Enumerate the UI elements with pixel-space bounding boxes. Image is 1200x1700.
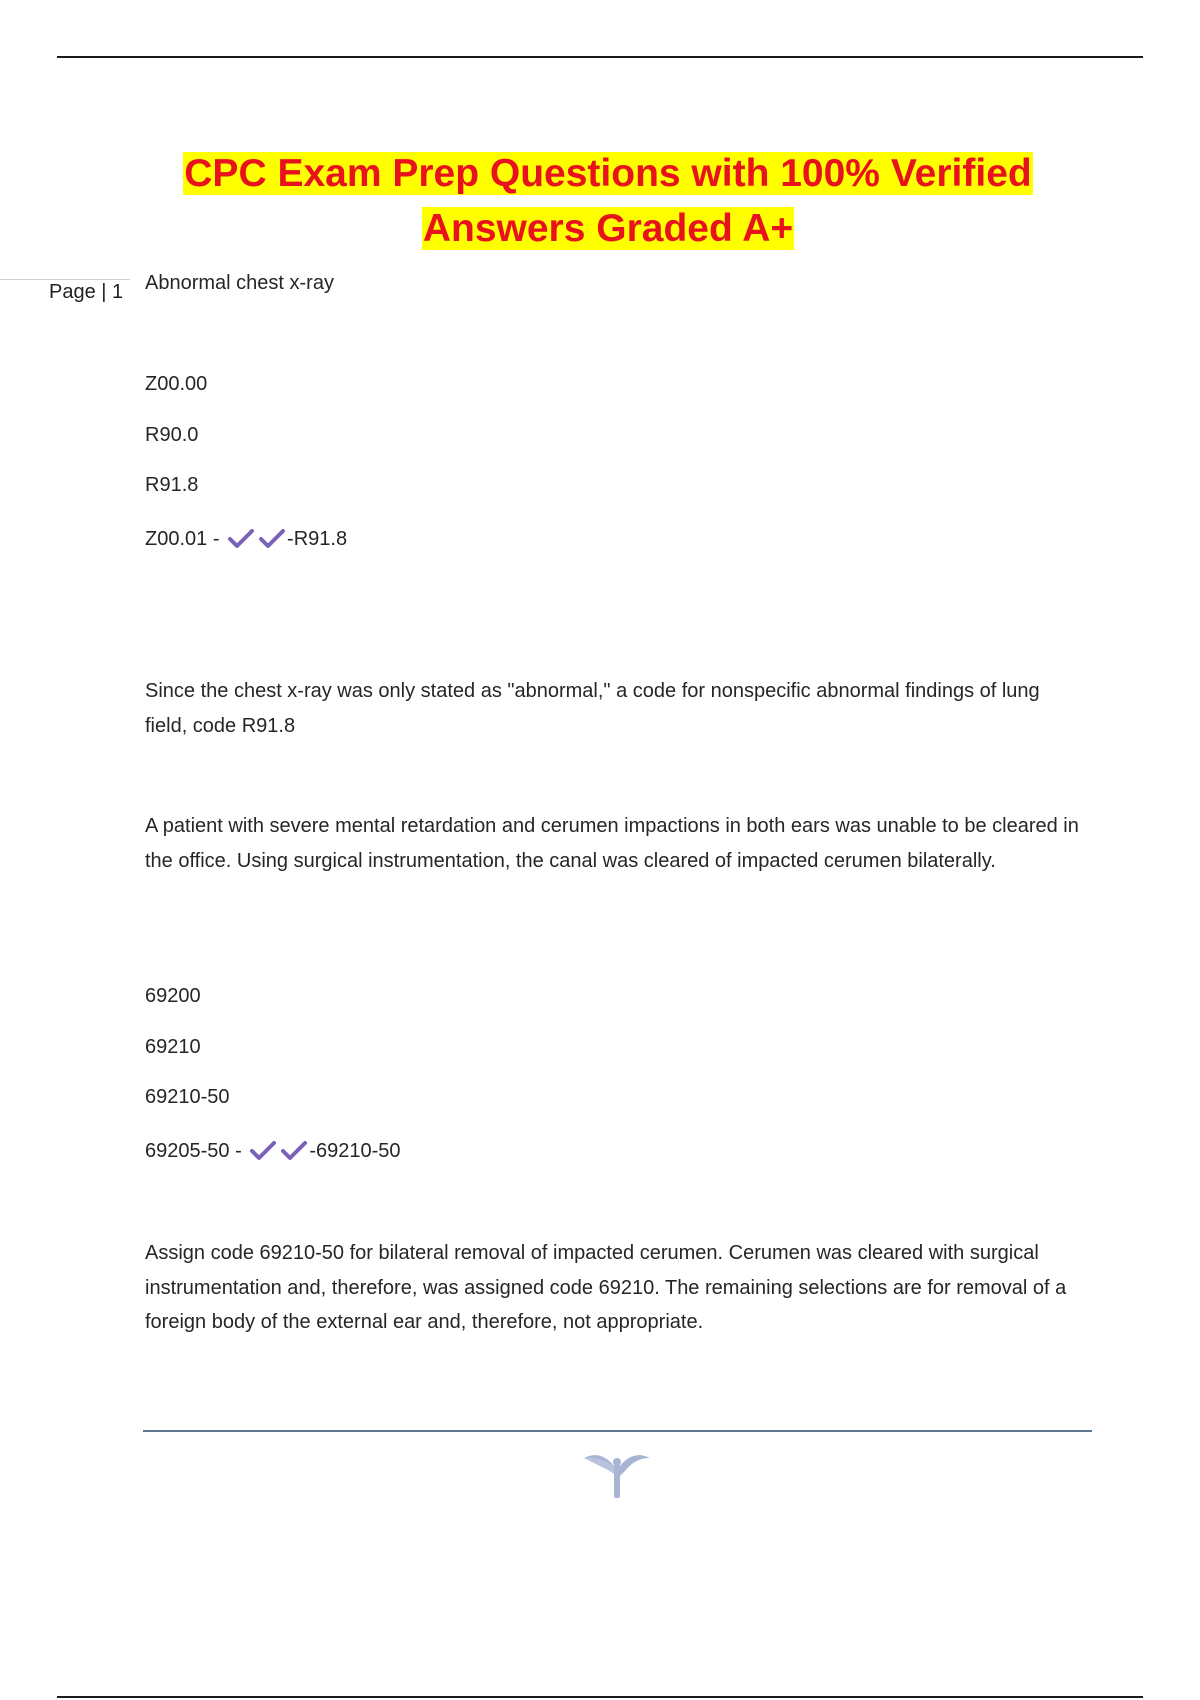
check-icon [249, 1139, 276, 1161]
footer-rule [143, 1430, 1092, 1432]
footer-page-rule [57, 1696, 1143, 1698]
question-prompt: A patient with severe mental retardation and cerumen impactions in both ears was unable to be cleared in the office. Using surgical instrumentation, the canal was cleared of impacted cerumen bilaterally. [145, 815, 1079, 872]
rationale-text: Assign code 69210-50 for bilateral removal of impacted cerumen. Cerumen was cleared with surgical instrumentation and, therefore, was assigned code 69210. The remaining selections are for removal of a foreign body of the external ear and, therefore, not appropriate. [145, 1242, 1067, 1333]
answer-option: Z00.00 [145, 373, 208, 395]
question-prompt: Abnormal chest x-ray [145, 272, 334, 294]
check-icon [227, 527, 254, 549]
correct-answer-line [145, 1134, 401, 1168]
answer-suffix: -R91.8 [287, 528, 348, 550]
document-title: CPC Exam Prep Questions with 100% Verified Answers Graded A+ [184, 152, 1032, 250]
answer-suffix: -69210-50 [309, 1140, 401, 1162]
answer-option: R91.8 [145, 474, 199, 496]
answer-option: 69210 [145, 1036, 201, 1058]
rationale-text: Since the chest x-ray was only stated as "abnormal," a code for nonspecific abnormal findings of lung field, code R91.8 [145, 680, 1040, 737]
correct-answer-line [145, 522, 347, 556]
check-icon [280, 1139, 307, 1161]
caduceus-logo-icon [580, 1446, 654, 1498]
answer-prefix: Z00.01 - [145, 528, 220, 550]
page-number-rule [0, 279, 130, 280]
check-icon [258, 527, 285, 549]
answer-option: 69200 [145, 985, 201, 1007]
page-number: Page | 1 [49, 281, 124, 303]
answer-option: 69210-50 [145, 1086, 230, 1108]
header-rule [57, 56, 1143, 58]
answer-option: R90.0 [145, 424, 199, 446]
answer-prefix: 69205-50 - [145, 1140, 242, 1162]
